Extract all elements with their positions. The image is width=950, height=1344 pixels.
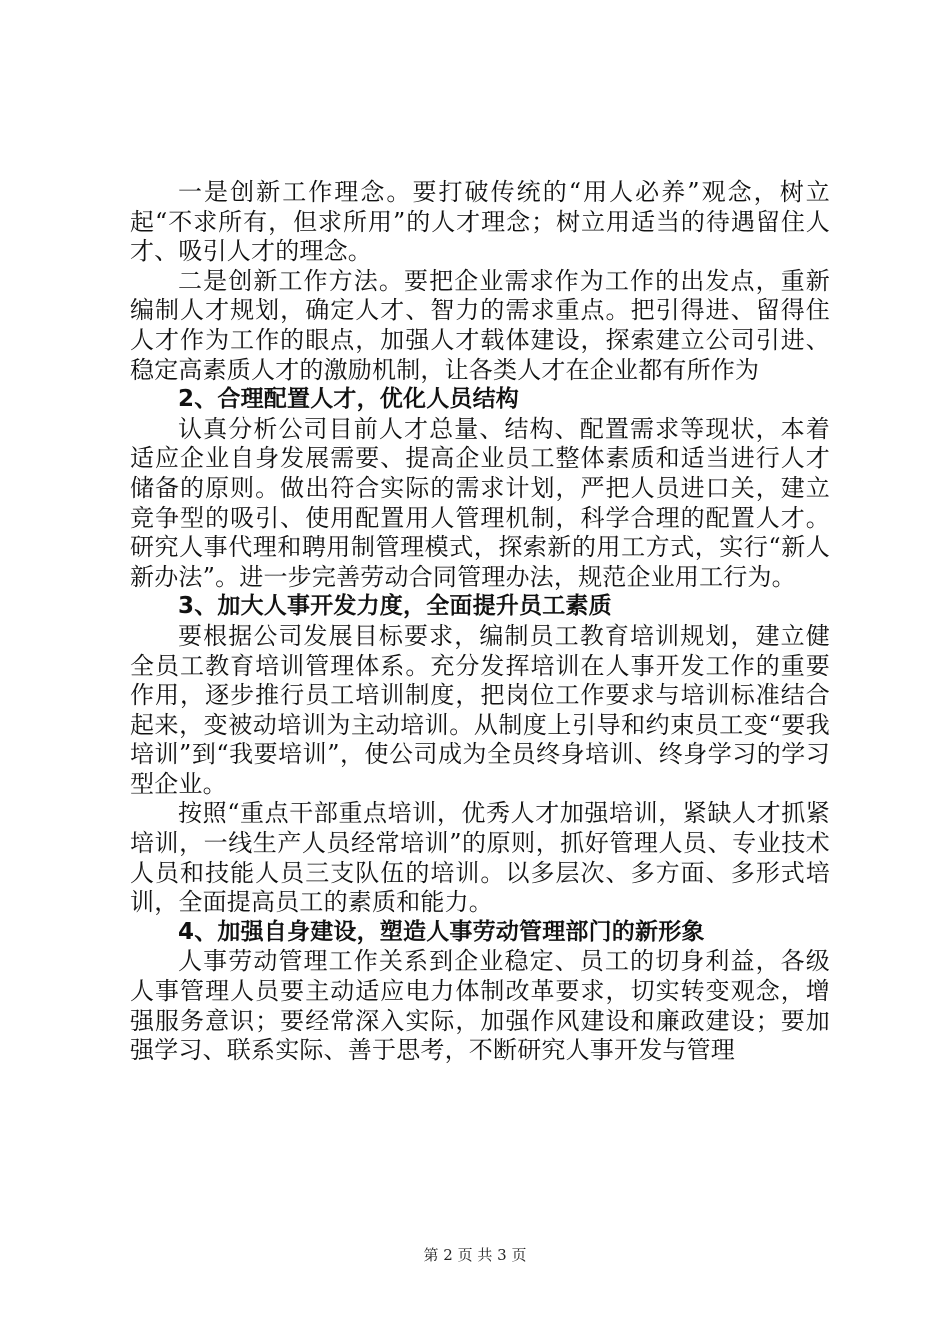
paragraph-innovate-concept: 一是创新工作理念。要打破传统的“用人必养”观念，树立起“不求所有，但求所用”的人才理念；树立用适当的待遇留住人才、吸引人才的理念。 [130, 178, 830, 266]
section-heading-3: 3、加大人事开发力度，全面提升员工素质 [178, 593, 612, 620]
page-footer: 第 2 页 共 3 页 [423, 1246, 527, 1264]
section-heading-4: 4、加强自身建设，塑造人事劳动管理部门的新形象 [178, 918, 705, 945]
paragraph-training-system: 要根据公司发展目标要求，编制员工教育培训规划，建立健全员工教育培训管理体系。充分发挥培训在人事开发工作的重要作用，逐步推行员工培训制度，把岗位工作要求与培训标准结合起来，变被动培训为主动培训。从制度上引导和约束员工变“要我培训”到“我要培训”，使公司成为全员终身培训、终身学习的学习型企业。 [130, 621, 830, 798]
paragraph-training-principles: 按照“重点干部重点培训，优秀人才加强培训，紧缺人才抓紧培训，一线生产人员经常培训”的原则，抓好管理人员、专业技术人员和技能人员三支队伍的培训。以多层次、多方面、多形式培训，全面提高员工的素质和能力。 [130, 799, 830, 917]
paragraph-self-building: 人事劳动管理工作关系到企业稳定、员工的切身利益，各级人事管理人员要主动适应电力体制改革要求，切实转变观念，增强服务意识；要经常深入实际，加强作风建设和廉政建设；要加强学习、联系实际、善于思考，不断研究人事开发与管理 [130, 947, 830, 1065]
section-heading-2: 2、合理配置人才，优化人员结构 [178, 386, 520, 413]
document-body [130, 178, 830, 1066]
paragraph-innovate-method: 二是创新工作方法。要把企业需求作为工作的出发点，重新编制人才规划，确定人才、智力的需求重点。把引得进、留得住人才作为工作的眼点，加强人才载体建设，探索建立公司引进、稳定高素质人才的激励机制，让各类人才在企业都有所作为 [130, 266, 830, 384]
paragraph-talent-allocation: 认真分析公司目前人才总量、结构、配置需求等现状，本着适应企业自身发展需要、提高企业员工整体素质和适当进行人才储备的原则。做出符合实际的需求计划，严把人员进口关，建立竞争型的吸引、使用配置用人管理机制，科学合理的配置人才。研究人事代理和聘用制管理模式，探索新的用工方式，实行“新人新办法”。进一步完善劳动合同管理办法，规范企业用工行为。 [130, 414, 830, 591]
